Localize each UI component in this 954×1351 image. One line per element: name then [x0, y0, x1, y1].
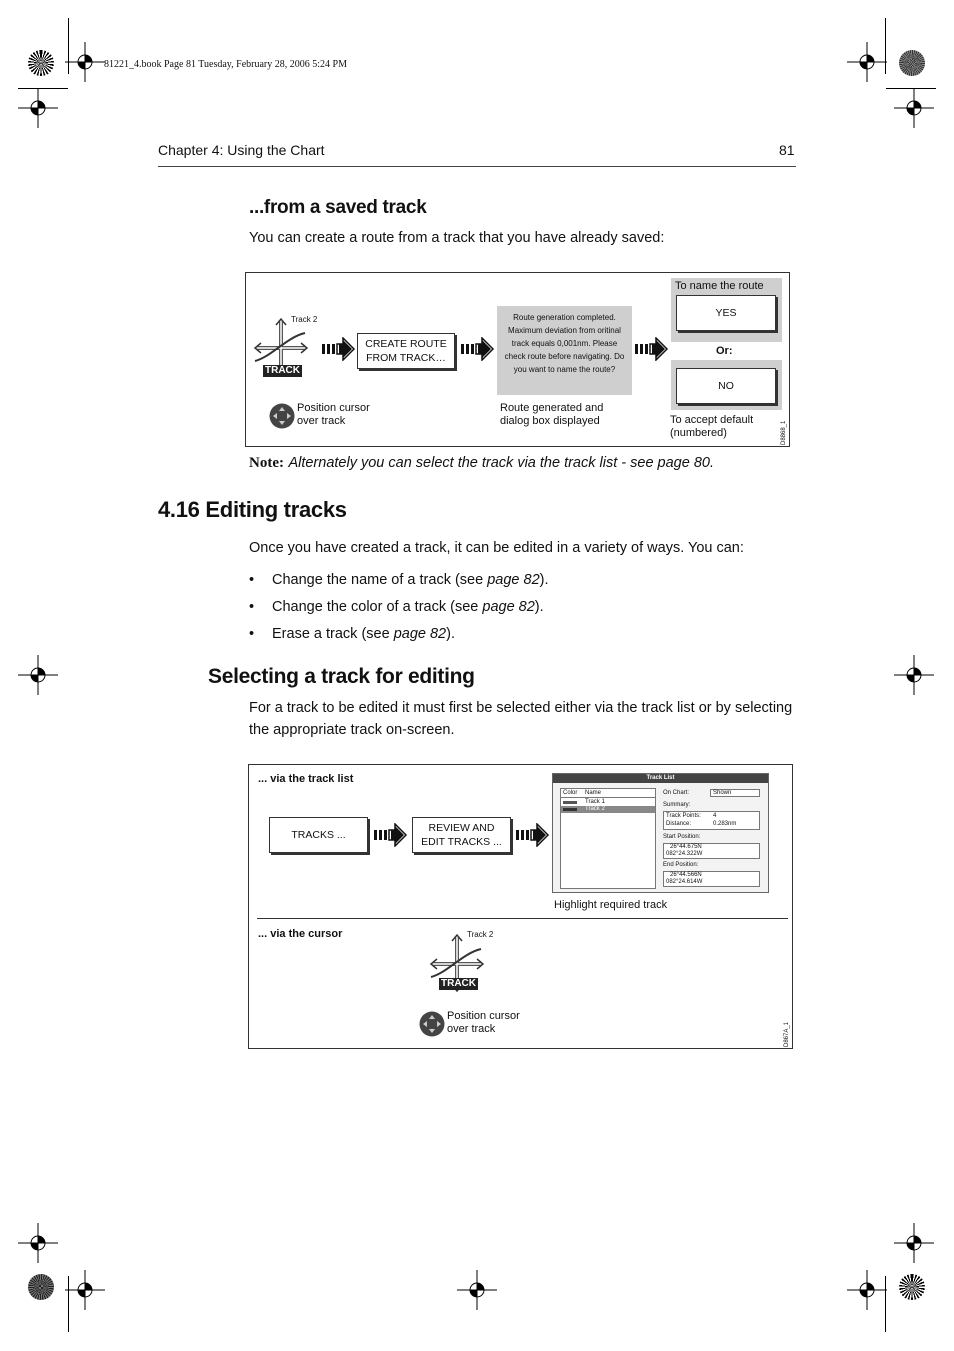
editing-options-list	[249, 569, 549, 650]
arrow-right-icon	[516, 823, 550, 847]
caption-cursor-line2: over track	[447, 1023, 496, 1035]
note-label: Note:	[249, 455, 284, 471]
bullet-end: ).	[539, 572, 549, 588]
table-divider	[561, 797, 655, 798]
color-wheel-icon	[899, 50, 925, 76]
color-wheel-icon	[899, 1274, 925, 1300]
registration-mark-icon	[847, 42, 887, 82]
start-lat: 26°44.675N	[670, 844, 702, 850]
trim-line	[68, 18, 69, 74]
header-rule	[158, 166, 796, 167]
color-wheel-icon	[28, 50, 54, 76]
caption-default-line2: (numbered)	[670, 427, 727, 439]
chapter-title: Chapter 4: Using the Chart	[158, 142, 325, 158]
start-lon: 082°24.322W	[666, 851, 703, 857]
trim-line	[885, 18, 886, 74]
create-route-label-line1: CREATE ROUTE	[365, 338, 447, 350]
bullet-text: Erase a track (see	[272, 626, 394, 642]
caption-route-generated	[500, 402, 603, 428]
trim-line	[18, 88, 68, 89]
track-name-label: Track 2	[467, 930, 494, 939]
saved-track-intro: You can create a route from a track that you have already saved:	[249, 230, 665, 246]
registration-mark-icon	[18, 1223, 58, 1263]
review-edit-tracks-button[interactable]	[412, 817, 511, 853]
registration-mark-icon	[457, 1270, 497, 1310]
end-position-label: End Position:	[663, 862, 699, 868]
no-button[interactable]: NO	[676, 368, 776, 404]
list-item	[249, 596, 549, 618]
track-name-label: Track 2	[291, 315, 318, 324]
page-ref-link[interactable]: page 82	[393, 626, 447, 642]
bullet-text: Change the name of a track (see	[272, 572, 488, 588]
page-ref-link[interactable]: page 82	[487, 572, 540, 588]
caption-cursor-line2: over track	[297, 415, 346, 427]
arrow-right-icon	[461, 337, 495, 361]
route-generated-dialog: Route generation completed. Maximum deviation from oritinal track equals 0,001nm. Please check route before navigating. Do you want to name the route?	[497, 306, 632, 395]
tracks-button[interactable]: TRACKS ...	[269, 817, 368, 853]
caption-position-cursor	[447, 1010, 520, 1036]
bullet-end: ).	[534, 599, 544, 615]
track-color-swatch	[563, 808, 577, 811]
registration-mark-icon	[65, 42, 105, 82]
trackpad-icon	[269, 403, 295, 429]
note-text: Alternately you can select the track via the track list - see page 80.	[288, 455, 714, 471]
track-points-value: 4	[713, 813, 717, 819]
trackpad-icon	[419, 1011, 445, 1037]
col-name: Name	[585, 790, 602, 796]
on-chart-label: On Chart:	[663, 790, 690, 796]
trim-line	[886, 88, 936, 89]
arrow-right-icon	[635, 337, 669, 361]
col-color: Color	[563, 790, 578, 796]
registration-mark-icon	[18, 655, 58, 695]
track-color-swatch	[563, 801, 577, 804]
end-lat: 26°44.566N	[670, 872, 702, 878]
caption-cursor-line1: Position cursor	[297, 402, 370, 414]
color-wheel-icon	[28, 1274, 54, 1300]
subheading-selecting-track: Selecting a track for editing	[208, 665, 475, 688]
track-badge: TRACK	[265, 365, 300, 376]
name-route-label: To name the route	[675, 280, 764, 292]
registration-mark-icon	[65, 1270, 105, 1310]
summary-box	[663, 811, 760, 830]
registration-mark-icon	[894, 655, 934, 695]
trim-line	[68, 1276, 69, 1332]
track-list-title: Track List	[553, 774, 768, 783]
caption-generated-line2: dialog box displayed	[500, 415, 600, 427]
track-points-label: Track Points:	[666, 813, 701, 819]
print-info-line: 81221_4.book Page 81 Tuesday, February 28, 2006 5:24 PM	[104, 59, 347, 70]
distance-label: Distance:	[666, 821, 692, 827]
highlight-caption: Highlight required track	[554, 899, 668, 911]
summary-label: Summary:	[663, 802, 691, 808]
registration-mark-icon	[847, 1270, 887, 1310]
registration-mark-icon	[894, 1223, 934, 1263]
start-position-box	[663, 843, 760, 859]
distance-value: 0.283nm	[713, 821, 737, 827]
editing-intro: Once you have created a track, it can be edited in a variety of ways. You can:	[249, 540, 744, 556]
page-number: 81	[779, 142, 795, 158]
note	[249, 454, 714, 472]
registration-mark-icon	[894, 88, 934, 128]
yes-button[interactable]: YES	[676, 295, 776, 331]
page-ref-link[interactable]: page 82	[482, 599, 535, 615]
track-badge: TRACK	[441, 978, 476, 989]
figure-number: D867A_1	[784, 1021, 790, 1047]
on-chart-value[interactable]: Shown	[710, 789, 760, 797]
review-label-line1: REVIEW AND	[428, 822, 495, 834]
or-label: Or:	[716, 345, 733, 357]
figure-number: D8868_1	[781, 420, 787, 445]
selecting-intro: For a track to be edited it must first be selected either via the track list or by selecting the appropriate track on-screen.	[249, 700, 793, 738]
caption-default-line1: To accept default	[670, 414, 754, 426]
via-track-list-label: ... via the track list	[258, 773, 354, 785]
caption-cursor-line1: Position cursor	[447, 1010, 520, 1022]
figure-select-track	[248, 764, 793, 1049]
section-heading-editing-tracks: 4.16 Editing tracks	[158, 497, 347, 522]
track-row-2[interactable]: Track 2	[585, 806, 605, 812]
track-list-table	[560, 788, 656, 889]
start-position-label: Start Position:	[663, 834, 701, 840]
bullet-end: ).	[446, 626, 455, 642]
caption-position-cursor	[297, 402, 370, 428]
bullet-text: Change the color of a track (see	[272, 599, 483, 615]
create-route-from-track-button[interactable]	[357, 333, 455, 369]
trim-line	[885, 1276, 886, 1332]
via-cursor-label: ... via the cursor	[258, 928, 343, 940]
end-position-box	[663, 871, 760, 887]
track-list-screen	[552, 773, 769, 893]
registration-mark-icon	[18, 88, 58, 128]
caption-accept-default	[670, 414, 753, 440]
caption-generated-line1: Route generated and	[500, 402, 604, 414]
subheading-saved-track: ...from a saved track	[249, 197, 427, 218]
review-label-line2: EDIT TRACKS ...	[421, 836, 502, 848]
track-row-1[interactable]: Track 1	[585, 799, 605, 805]
create-route-label-line2: FROM TRACK…	[366, 352, 446, 364]
end-lon: 082°24.614W	[666, 879, 703, 885]
arrow-right-icon	[322, 337, 356, 361]
arrow-right-icon	[374, 823, 408, 847]
figure-divider	[257, 918, 788, 919]
list-item	[249, 623, 549, 645]
figure-route-from-track	[245, 272, 790, 447]
list-item	[249, 569, 549, 591]
